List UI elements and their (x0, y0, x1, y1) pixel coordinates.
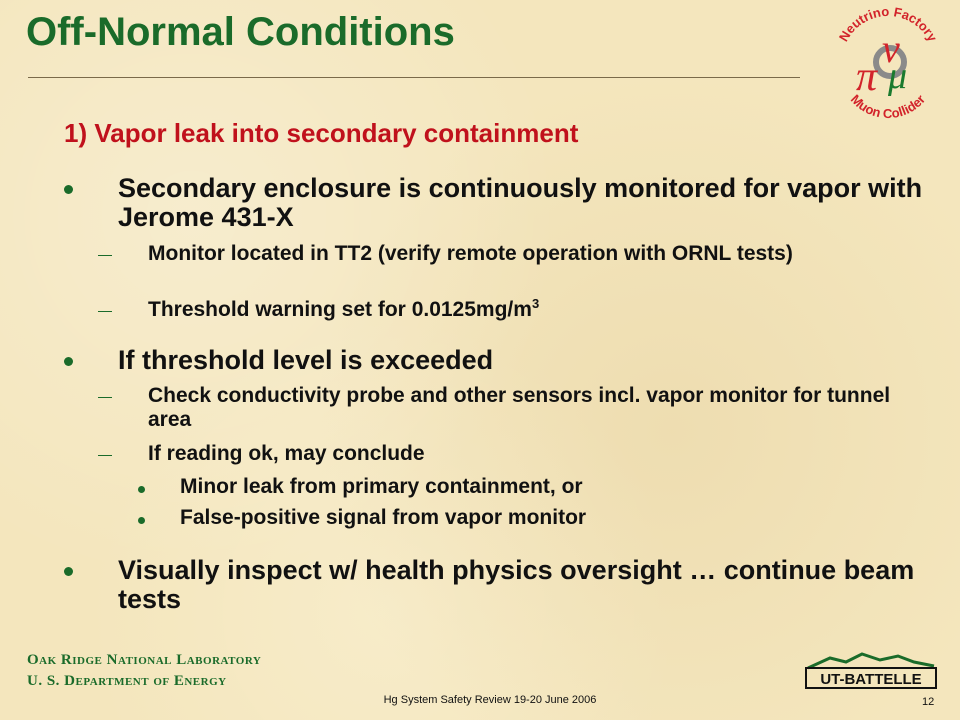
sub-bullet-item (148, 298, 908, 322)
bullet-item: If threshold level is exceeded (118, 345, 494, 375)
logo-nu-icon: ν (882, 26, 900, 71)
threshold-text: Threshold warning set for 0.0125mg/m (148, 298, 532, 321)
sub-bullet-item: Monitor located in TT2 (verify remote operation with ORNL tests) (148, 242, 793, 265)
footer-organization (27, 650, 261, 692)
logo-mu-icon: μ (888, 55, 908, 97)
ut-battelle-text: UT-BATTELLE (820, 671, 922, 688)
mountain-icon (808, 654, 934, 668)
dash-icon (98, 455, 112, 456)
sub-bullet-dot-icon (138, 517, 145, 524)
slide-title: Off-Normal Conditions (26, 10, 455, 54)
org-line-2: U. S. Department of Energy (27, 673, 227, 689)
sub-bullet-item: If reading ok, may conclude (148, 442, 425, 465)
bullet-dot-icon (64, 185, 73, 194)
title-divider (28, 77, 800, 78)
bullet-dot-icon (64, 567, 73, 576)
page-number: 12 (922, 696, 935, 708)
dash-icon (98, 397, 112, 398)
ut-battelle-logo (800, 650, 940, 692)
logo-top-text: Neutrino Factory (835, 4, 941, 44)
bullet-item: Secondary enclosure is continuously monitored for vapor with Jerome 431-X (118, 173, 923, 232)
org-line-1: Oak Ridge National Laboratory (27, 652, 262, 668)
section-subheading: 1) Vapor leak into secondary containment (64, 118, 579, 148)
sub-bullet-dot-icon (138, 486, 145, 493)
sub-bullet-item: Check conductivity probe and other sensors incl. vapor monitor for tunnel area (148, 384, 891, 431)
bullet-dot-icon (64, 357, 73, 366)
neutrino-factory-logo (826, 4, 950, 134)
superscript: 3 (531, 296, 540, 311)
logo-pi-icon: π (856, 54, 878, 100)
sub-sub-bullet-item: False-positive signal from vapor monitor (180, 506, 587, 529)
footer-event: Hg System Safety Review 19-20 June 2006 (383, 694, 597, 706)
logo-bottom-text: Muon Collider (847, 91, 929, 122)
dash-icon (98, 255, 112, 256)
dash-icon (98, 311, 112, 312)
bullet-item: Visually inspect w/ health physics oversight … continue beam tests (118, 555, 915, 614)
sub-sub-bullet-item: Minor leak from primary containment, or (180, 475, 583, 498)
